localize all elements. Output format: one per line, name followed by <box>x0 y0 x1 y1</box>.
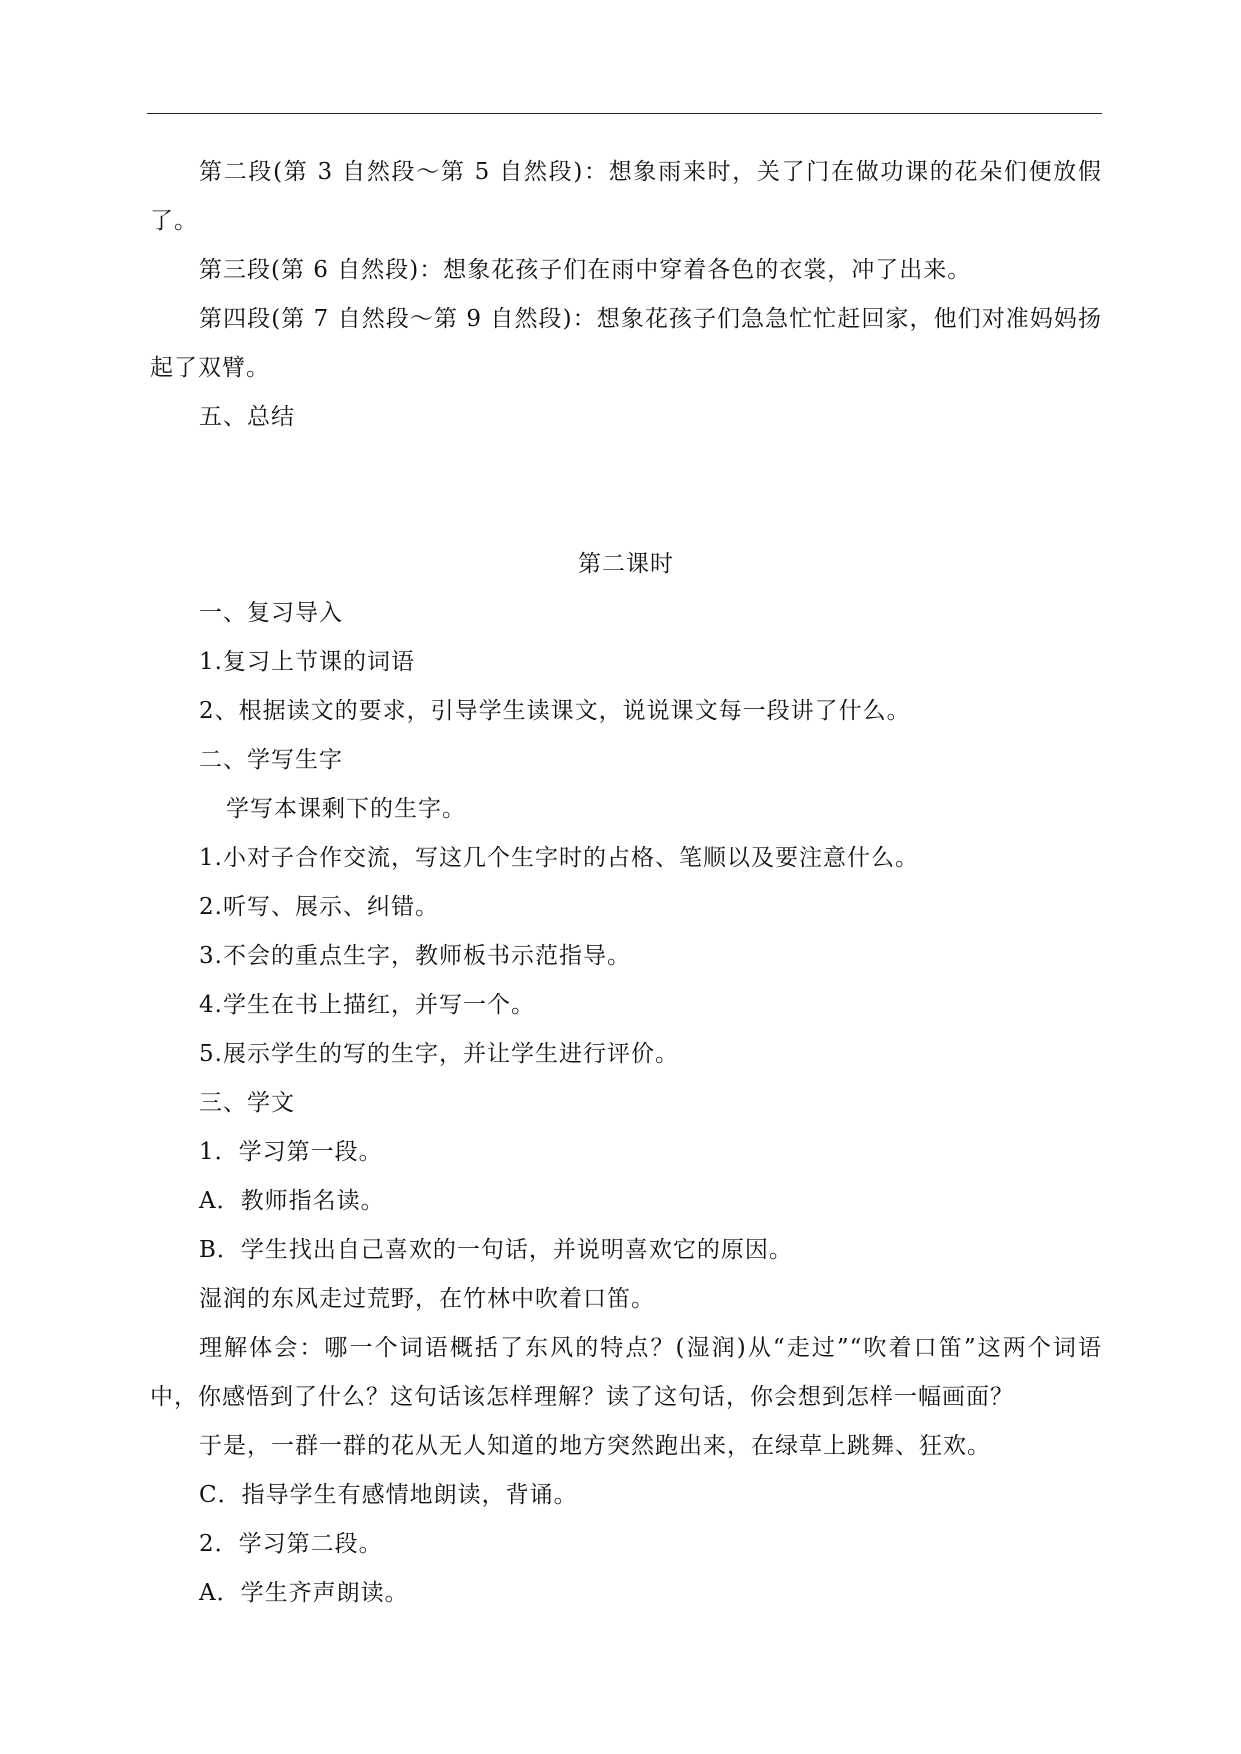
list-item: 2、根据读文的要求，引导学生读课文，说说课文每一段讲了什么。 <box>199 698 911 724</box>
paragraph-write-characters: 学写本课剩下的生字。 <box>226 796 466 822</box>
lesson-title: 第二课时 <box>578 551 674 577</box>
list-item: A．学生齐声朗读。 <box>199 1580 409 1606</box>
list-item: 2．学习第二段。 <box>199 1531 383 1557</box>
heading-study-text: 三、学文 <box>199 1090 295 1116</box>
paragraph-section-three: 第三段(第 6 自然段)：想象花孩子们在雨中穿着各色的衣裳，冲了出来。 <box>199 257 972 283</box>
heading-summary: 五、总结 <box>199 404 295 430</box>
paragraph-section-four: 第四段(第 7 自然段～第 9 自然段)：想象花孩子们急急忙忙赶回家，他们对准妈妈扬起了双臂。 <box>150 306 1102 381</box>
list-item: B．学生找出自己喜欢的一句话，并说明喜欢它的原因。 <box>199 1237 793 1263</box>
list-item: 1．学习第一段。 <box>199 1139 383 1165</box>
list-item: 4.学生在书上描红，并写一个。 <box>199 992 535 1018</box>
list-item: 3.不会的重点生字，教师板书示范指导。 <box>199 943 631 969</box>
list-item: C．指导学生有感情地朗读，背诵。 <box>199 1482 578 1508</box>
document-body <box>150 148 1102 1618</box>
heading-review: 一、复习导入 <box>199 600 343 626</box>
quote-sentence: 于是，一群一群的花从无人知道的地方突然跑出来，在绿草上跳舞、狂欢。 <box>199 1433 991 1459</box>
list-item: 5.展示学生的写的生字，并让学生进行评价。 <box>199 1041 679 1067</box>
list-item: 2.听写、展示、纠错。 <box>199 894 439 920</box>
list-item: 1.复习上节课的词语 <box>199 649 415 675</box>
heading-write-characters: 二、学写生字 <box>199 747 343 773</box>
quote-sentence: 湿润的东风走过荒野，在竹林中吹着口笛。 <box>199 1286 655 1312</box>
header-rule <box>147 113 1102 114</box>
list-item: 1.小对子合作交流，写这几个生字时的占格、笔顺以及要注意什么。 <box>199 845 919 871</box>
paragraph-section-two: 第二段(第 3 自然段～第 5 自然段)：想象雨来时，关了门在做功课的花朵们便放假了。 <box>150 159 1102 234</box>
list-item: A．教师指名读。 <box>199 1188 385 1214</box>
section-gap <box>150 442 1102 540</box>
paragraph-understanding: 理解体会：哪一个词语概括了东风的特点？(湿润)从“走过”“吹着口笛”这两个词语中，你感悟到了什么？这句话该怎样理解？读了这句话，你会想到怎样一幅画面？ <box>150 1335 1102 1410</box>
